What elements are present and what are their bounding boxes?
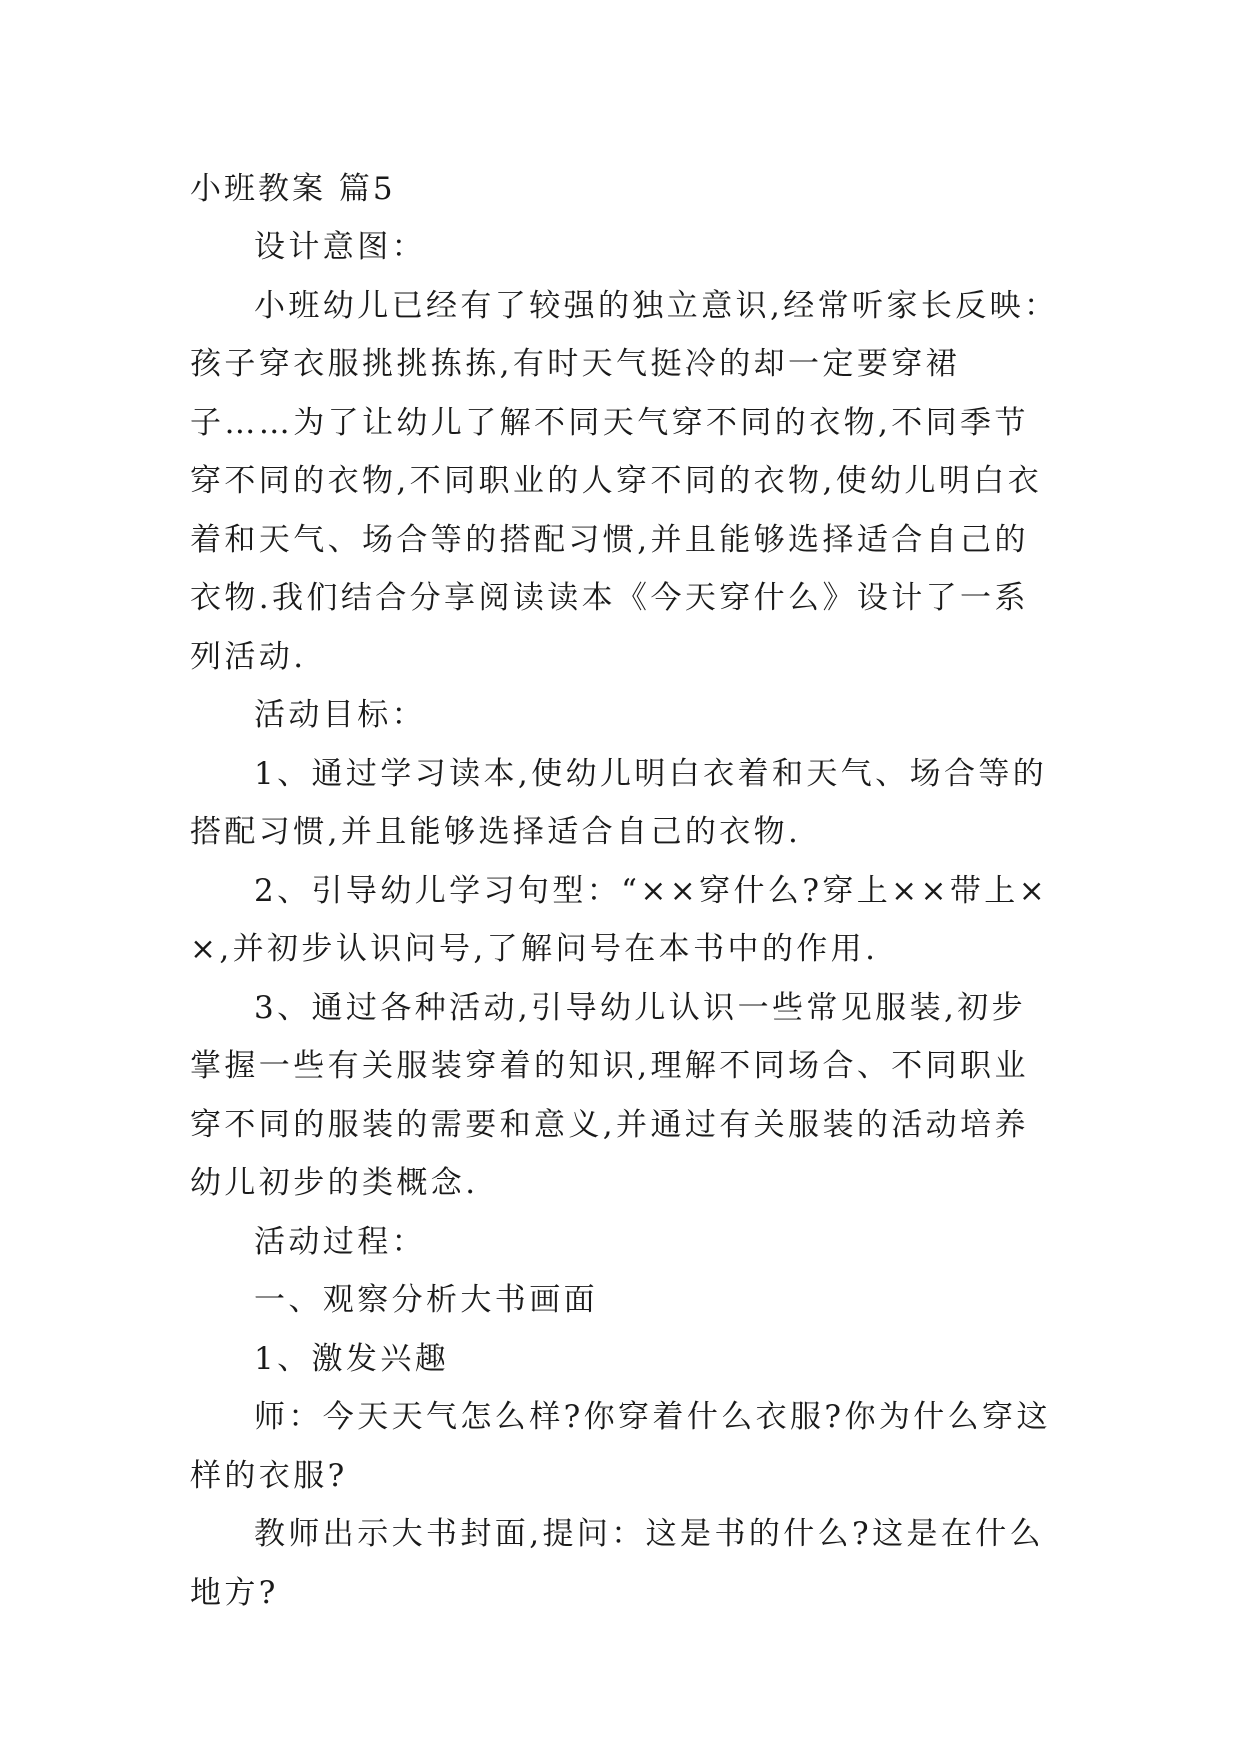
goal-item-2: 2、引导幼儿学习句型：“××穿什么?穿上××带上××,并初步认识问号,了解问号在本书中的作用. xyxy=(190,872,1049,967)
document-body xyxy=(190,160,1060,1622)
paragraph-book-cover: 教师出示大书封面,提问：这是书的什么?这是在什么地方? xyxy=(190,1516,1045,1611)
section-heading-activity-goals: 活动目标： xyxy=(254,697,426,733)
goal-item-3: 3、通过各种活动,引导幼儿认识一些常见服装,初步掌握一些有关服装穿着的知识,理解不同场合、不同职业穿不同的服装的需要和意义,并通过有关服装的活动培养幼儿初步的类概念. xyxy=(190,989,1029,1201)
goal-item-1: 1、通过学习读本,使幼儿明白衣着和天气、场合等的搭配习惯,并且能够选择适合自己的衣物. xyxy=(190,755,1048,850)
section-heading-activity-process: 活动过程： xyxy=(254,1223,426,1260)
process-substep-heading: 1、激发兴趣 xyxy=(254,1340,450,1377)
process-step-heading: 一、观察分析大书画面 xyxy=(254,1282,598,1318)
paragraph-teacher-question: 师：今天天气怎么样?你穿着什么衣服?你为什么穿这样的衣服? xyxy=(190,1399,1051,1494)
document-title: 小班教案 篇5 xyxy=(190,171,396,207)
paragraph-design-intent: 小班幼儿已经有了较强的独立意识,经常听家长反映：孩子穿衣服挑挑拣拣,有时天气挺冷的却一定要穿裙子……为了让幼儿了解不同天气穿不同的衣物,不同季节穿不同的衣物,不同职业的人穿不同的衣物,使幼儿明白衣着和天气、场合等的搭配习惯,并且能够选择适合自己的衣物.我们结合分享阅读读本《今天穿什么》设计了一系列活动. xyxy=(190,287,1059,675)
section-heading-design-intent: 设计意图： xyxy=(254,229,426,265)
